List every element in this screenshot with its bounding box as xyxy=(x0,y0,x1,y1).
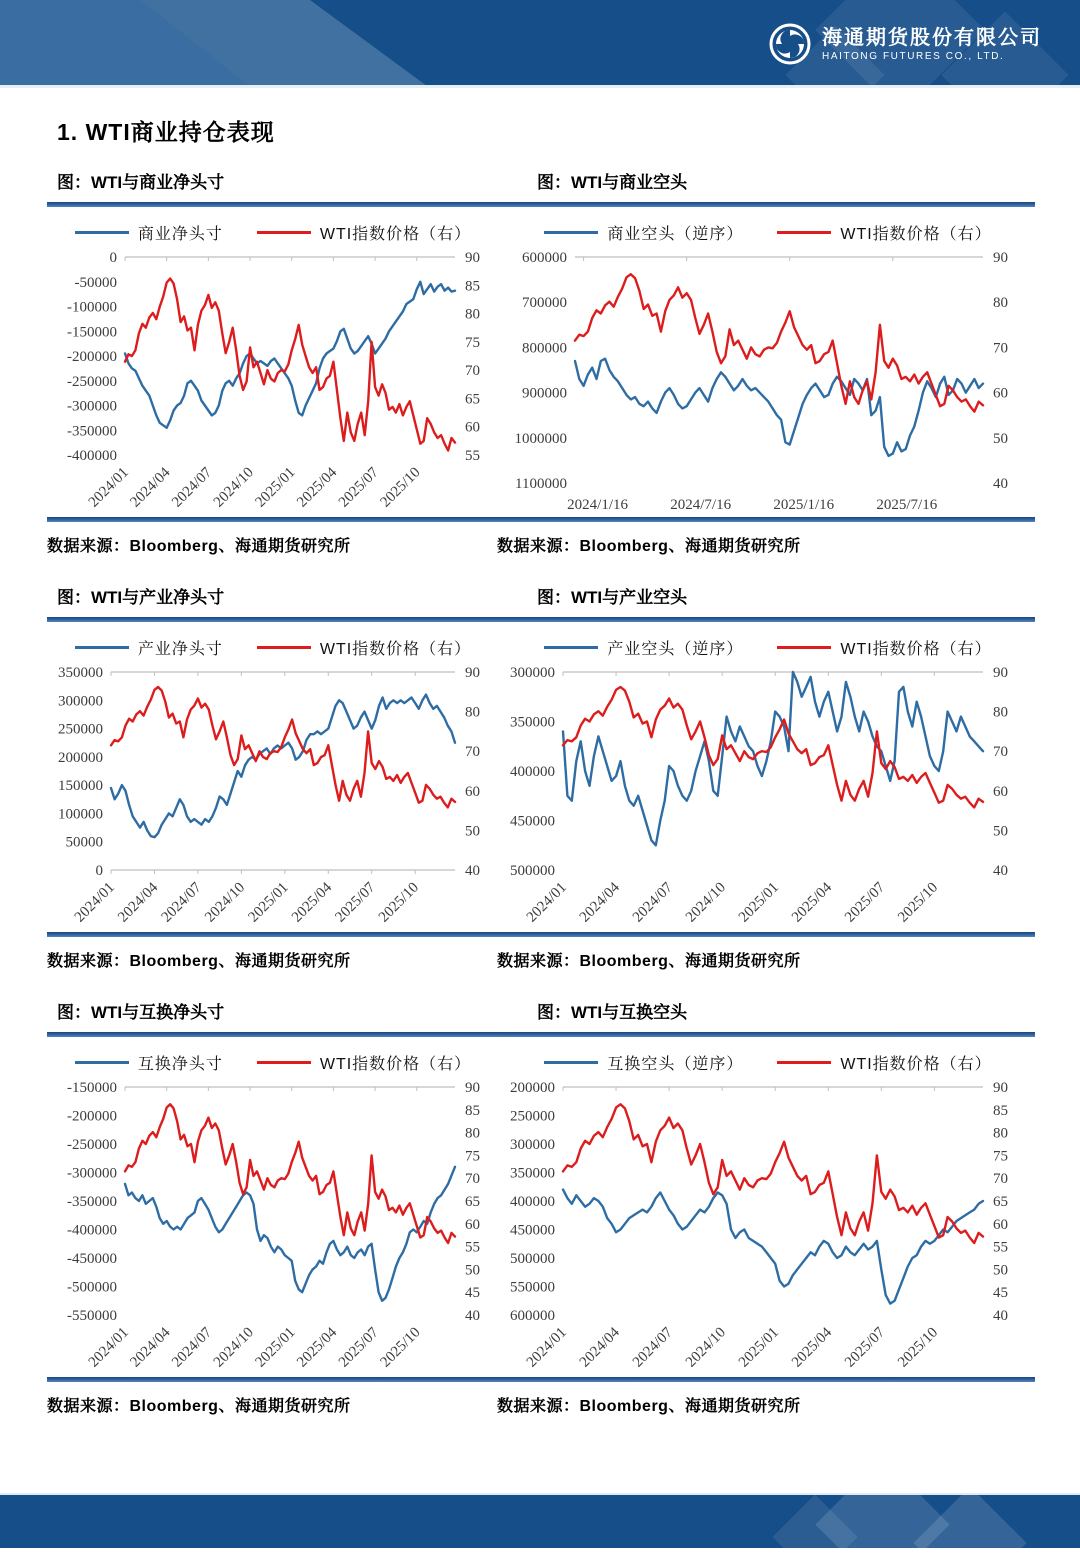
svg-text:60: 60 xyxy=(993,783,1008,800)
svg-text:2025/10: 2025/10 xyxy=(377,464,424,511)
svg-text:85: 85 xyxy=(465,278,480,295)
svg-text:350000: 350000 xyxy=(510,714,555,731)
chart-title: 图：WTI与商业空头 xyxy=(537,173,688,192)
chart-titles-row xyxy=(47,998,1035,1023)
svg-text:2025/01: 2025/01 xyxy=(252,1324,299,1371)
sources-row xyxy=(47,1393,1035,1416)
haitong-logo-icon xyxy=(768,22,812,66)
svg-text:50: 50 xyxy=(465,823,480,840)
svg-text:2024/07: 2024/07 xyxy=(158,879,205,926)
legend-line-red xyxy=(257,231,311,234)
sources-row xyxy=(47,948,1035,971)
legend-line-blue xyxy=(75,231,129,234)
svg-text:2024/04: 2024/04 xyxy=(115,879,162,926)
svg-text:85: 85 xyxy=(465,1102,480,1119)
svg-text:2025/01: 2025/01 xyxy=(252,464,299,511)
svg-text:500000: 500000 xyxy=(510,1251,555,1267)
svg-text:60: 60 xyxy=(465,1216,480,1233)
svg-text:45: 45 xyxy=(993,1285,1008,1302)
legend-label-red: WTI指数价格（右） xyxy=(319,1055,472,1073)
legend-line-red xyxy=(257,646,311,649)
svg-text:55: 55 xyxy=(993,1239,1008,1256)
divider-bar xyxy=(47,517,1035,522)
svg-text:60: 60 xyxy=(993,385,1008,402)
legend-line-blue xyxy=(544,231,598,234)
legend-label-red: WTI指数价格（右） xyxy=(840,640,992,658)
chart-canvas xyxy=(499,1077,1027,1377)
legend-line-blue xyxy=(544,1061,598,1064)
svg-text:80: 80 xyxy=(993,1125,1008,1142)
svg-text:2024/10: 2024/10 xyxy=(210,464,257,511)
svg-text:2025/04: 2025/04 xyxy=(789,879,836,926)
svg-text:70: 70 xyxy=(465,744,480,761)
svg-text:-350000: -350000 xyxy=(67,1194,117,1210)
svg-text:40: 40 xyxy=(993,863,1008,879)
chart-legend xyxy=(47,635,499,659)
svg-text:400000: 400000 xyxy=(510,1194,555,1210)
svg-text:2024/10: 2024/10 xyxy=(210,1324,257,1371)
svg-text:2024/04: 2024/04 xyxy=(127,464,174,511)
svg-text:250000: 250000 xyxy=(58,721,103,738)
chart-titles-row xyxy=(47,583,1035,608)
svg-text:150000: 150000 xyxy=(58,778,103,795)
svg-text:2024/01: 2024/01 xyxy=(523,1324,570,1371)
svg-text:1000000: 1000000 xyxy=(514,430,567,447)
svg-text:75: 75 xyxy=(993,1148,1008,1165)
svg-text:2024/7/16: 2024/7/16 xyxy=(670,497,732,513)
company-name-en: HAITONG FUTURES CO., LTD. xyxy=(822,50,1005,62)
svg-text:85: 85 xyxy=(993,1102,1008,1119)
legend-line-blue xyxy=(544,646,598,649)
svg-text:2025/07: 2025/07 xyxy=(842,1324,889,1371)
svg-text:60: 60 xyxy=(465,783,480,800)
svg-text:350000: 350000 xyxy=(510,1165,555,1182)
svg-text:2024/01: 2024/01 xyxy=(85,464,132,511)
charts-row xyxy=(47,207,1035,517)
svg-text:2025/01: 2025/01 xyxy=(735,1324,783,1371)
svg-text:65: 65 xyxy=(993,1194,1008,1210)
svg-text:50: 50 xyxy=(993,430,1008,447)
svg-text:-150000: -150000 xyxy=(67,1080,117,1096)
legend-label-red: WTI指数价格（右） xyxy=(319,225,472,243)
svg-text:2024/07: 2024/07 xyxy=(629,1324,676,1371)
svg-text:2025/7/16: 2025/7/16 xyxy=(876,497,938,513)
svg-text:600000: 600000 xyxy=(510,1308,555,1324)
company-name-cn: 海通期货股份有限公司 xyxy=(822,26,1042,49)
svg-text:250000: 250000 xyxy=(510,1108,555,1125)
svg-text:300000: 300000 xyxy=(510,665,555,681)
svg-text:800000: 800000 xyxy=(522,340,567,357)
data-source: 数据来源：Bloomberg、海通期货研究所 xyxy=(497,953,801,970)
svg-text:2024/07: 2024/07 xyxy=(629,879,676,926)
svg-text:2024/04: 2024/04 xyxy=(127,1324,174,1371)
svg-text:600000: 600000 xyxy=(522,250,567,266)
svg-text:2024/04: 2024/04 xyxy=(576,879,623,926)
svg-text:450000: 450000 xyxy=(510,1222,555,1239)
chart-canvas xyxy=(47,247,499,517)
svg-text:90: 90 xyxy=(993,1080,1008,1096)
svg-text:300000: 300000 xyxy=(58,693,103,710)
svg-text:350000: 350000 xyxy=(58,665,103,681)
svg-text:2025/04: 2025/04 xyxy=(789,1324,836,1371)
divider-bar xyxy=(47,1377,1035,1382)
svg-text:2025/10: 2025/10 xyxy=(375,879,422,926)
footer-banner xyxy=(0,1493,1080,1548)
legend-line-blue xyxy=(75,1061,129,1064)
svg-text:50: 50 xyxy=(993,823,1008,840)
svg-text:90: 90 xyxy=(993,250,1008,266)
chart-title: 图：WTI与互换空头 xyxy=(537,1003,688,1022)
svg-text:40: 40 xyxy=(465,1308,480,1324)
svg-text:70: 70 xyxy=(465,363,480,380)
chart-titles-row xyxy=(47,168,1035,193)
legend-line-red xyxy=(777,231,831,234)
chart-legend xyxy=(47,1050,499,1074)
chart-legend xyxy=(47,220,499,244)
svg-text:50: 50 xyxy=(465,1262,480,1279)
svg-text:-550000: -550000 xyxy=(67,1308,117,1324)
svg-text:-450000: -450000 xyxy=(67,1251,117,1267)
svg-text:1100000: 1100000 xyxy=(515,476,567,492)
svg-text:75: 75 xyxy=(465,334,480,351)
svg-text:90: 90 xyxy=(465,665,480,681)
svg-text:2024/10: 2024/10 xyxy=(682,879,729,926)
svg-text:900000: 900000 xyxy=(522,385,567,402)
data-source: 数据来源：Bloomberg、海通期货研究所 xyxy=(47,953,351,970)
svg-text:2025/10: 2025/10 xyxy=(895,879,942,926)
svg-text:75: 75 xyxy=(465,1148,480,1165)
svg-text:55: 55 xyxy=(465,448,480,464)
svg-text:550000: 550000 xyxy=(510,1279,555,1296)
data-source: 数据来源：Bloomberg、海通期货研究所 xyxy=(47,538,351,555)
svg-text:-350000: -350000 xyxy=(67,423,117,440)
svg-text:700000: 700000 xyxy=(522,295,567,312)
svg-text:60: 60 xyxy=(993,1216,1008,1233)
legend-label-blue: 互换净头寸 xyxy=(137,1055,223,1073)
legend-line-red xyxy=(777,646,831,649)
svg-text:-250000: -250000 xyxy=(67,373,117,390)
chart-title: 图：WTI与商业净头寸 xyxy=(57,173,225,192)
svg-text:2025/04: 2025/04 xyxy=(289,879,336,926)
chart-legend xyxy=(499,1050,1037,1074)
svg-text:2024/07: 2024/07 xyxy=(169,464,216,511)
svg-text:2025/07: 2025/07 xyxy=(335,464,382,511)
svg-text:70: 70 xyxy=(465,1171,480,1188)
svg-text:80: 80 xyxy=(993,704,1008,721)
svg-text:2024/10: 2024/10 xyxy=(682,1324,729,1371)
sources-row xyxy=(47,533,1035,556)
svg-text:65: 65 xyxy=(465,1194,480,1210)
svg-text:2024/01: 2024/01 xyxy=(85,1324,132,1371)
svg-text:40: 40 xyxy=(993,476,1008,492)
legend-label-blue: 产业空头（逆序） xyxy=(607,640,744,658)
svg-text:80: 80 xyxy=(993,295,1008,312)
chart-canvas xyxy=(47,662,499,932)
svg-text:-400000: -400000 xyxy=(67,1222,117,1239)
svg-text:40: 40 xyxy=(465,863,480,879)
legend-label-blue: 互换空头（逆序） xyxy=(607,1055,744,1073)
svg-text:40: 40 xyxy=(993,1308,1008,1324)
header-banner xyxy=(0,0,1080,88)
svg-text:80: 80 xyxy=(465,1125,480,1142)
svg-text:0: 0 xyxy=(109,250,117,266)
svg-text:2025/10: 2025/10 xyxy=(377,1324,424,1371)
svg-text:2024/1/16: 2024/1/16 xyxy=(567,497,629,513)
svg-text:-200000: -200000 xyxy=(67,1108,117,1125)
svg-text:2024/01: 2024/01 xyxy=(71,879,118,926)
svg-text:-150000: -150000 xyxy=(67,324,117,341)
chart-canvas xyxy=(47,1077,499,1377)
chart-legend xyxy=(499,220,1037,244)
charts-row xyxy=(47,622,1035,932)
chart-canvas xyxy=(499,662,1027,932)
svg-text:400000: 400000 xyxy=(510,764,555,780)
svg-text:80: 80 xyxy=(465,704,480,721)
svg-text:80: 80 xyxy=(465,306,480,323)
svg-text:2024/07: 2024/07 xyxy=(169,1324,216,1371)
svg-text:90: 90 xyxy=(465,1080,480,1096)
divider-bar xyxy=(47,932,1035,937)
svg-text:500000: 500000 xyxy=(510,863,555,879)
svg-text:2025/10: 2025/10 xyxy=(895,1324,942,1371)
svg-text:-50000: -50000 xyxy=(74,274,117,291)
svg-text:90: 90 xyxy=(465,250,480,266)
legend-label-red: WTI指数价格（右） xyxy=(840,1055,992,1073)
svg-text:100000: 100000 xyxy=(58,806,103,823)
svg-text:2024/04: 2024/04 xyxy=(576,1324,623,1371)
svg-text:200000: 200000 xyxy=(58,749,103,766)
svg-text:2025/04: 2025/04 xyxy=(294,1324,341,1371)
chart-title: 图：WTI与产业净头寸 xyxy=(57,588,225,607)
svg-text:-300000: -300000 xyxy=(67,1165,117,1182)
charts-row xyxy=(47,1037,1035,1377)
legend-line-blue xyxy=(75,646,129,649)
legend-label-red: WTI指数价格（右） xyxy=(319,640,472,658)
legend-line-red xyxy=(777,1061,831,1064)
legend-line-red xyxy=(257,1061,311,1064)
svg-text:450000: 450000 xyxy=(510,813,555,830)
svg-text:2025/07: 2025/07 xyxy=(842,879,889,926)
haitong-logo xyxy=(768,22,1042,66)
legend-label-red: WTI指数价格（右） xyxy=(840,225,992,243)
svg-text:-100000: -100000 xyxy=(67,299,117,316)
svg-text:-400000: -400000 xyxy=(67,448,117,464)
svg-text:2025/07: 2025/07 xyxy=(335,1324,382,1371)
svg-text:2025/1/16: 2025/1/16 xyxy=(773,497,835,513)
legend-label-blue: 商业净头寸 xyxy=(137,225,223,243)
legend-label-blue: 商业空头（逆序） xyxy=(607,225,744,243)
svg-text:2025/07: 2025/07 xyxy=(332,879,379,926)
svg-text:45: 45 xyxy=(465,1285,480,1302)
svg-text:300000: 300000 xyxy=(510,1137,555,1153)
data-source: 数据来源：Bloomberg、海通期货研究所 xyxy=(47,1398,351,1415)
svg-text:90: 90 xyxy=(993,665,1008,681)
svg-text:70: 70 xyxy=(993,744,1008,761)
svg-text:70: 70 xyxy=(993,1171,1008,1188)
data-source: 数据来源：Bloomberg、海通期货研究所 xyxy=(497,1398,801,1415)
chart-title: 图：WTI与互换净头寸 xyxy=(57,1003,225,1022)
svg-text:-500000: -500000 xyxy=(67,1279,117,1296)
svg-text:50: 50 xyxy=(993,1262,1008,1279)
svg-text:70: 70 xyxy=(993,340,1008,357)
chart-legend xyxy=(499,635,1037,659)
svg-text:2025/01: 2025/01 xyxy=(735,879,783,926)
data-source: 数据来源：Bloomberg、海通期货研究所 xyxy=(497,538,801,555)
section-title: 1. WTI商业持仓表现 xyxy=(57,119,275,145)
svg-text:-200000: -200000 xyxy=(67,349,117,365)
svg-text:2025/04: 2025/04 xyxy=(294,464,341,511)
svg-text:200000: 200000 xyxy=(510,1080,555,1096)
svg-text:50000: 50000 xyxy=(65,834,103,851)
chart-title: 图：WTI与产业空头 xyxy=(537,588,688,607)
svg-text:55: 55 xyxy=(465,1239,480,1256)
chart-canvas xyxy=(499,247,1027,517)
svg-text:0: 0 xyxy=(95,863,103,879)
legend-label-blue: 产业净头寸 xyxy=(137,640,223,658)
svg-text:-250000: -250000 xyxy=(67,1137,117,1153)
svg-text:2024/10: 2024/10 xyxy=(202,879,249,926)
svg-text:-300000: -300000 xyxy=(67,398,117,415)
svg-text:2025/01: 2025/01 xyxy=(245,879,292,926)
svg-text:65: 65 xyxy=(465,391,480,408)
svg-text:2024/01: 2024/01 xyxy=(523,879,570,926)
svg-text:60: 60 xyxy=(465,419,480,436)
